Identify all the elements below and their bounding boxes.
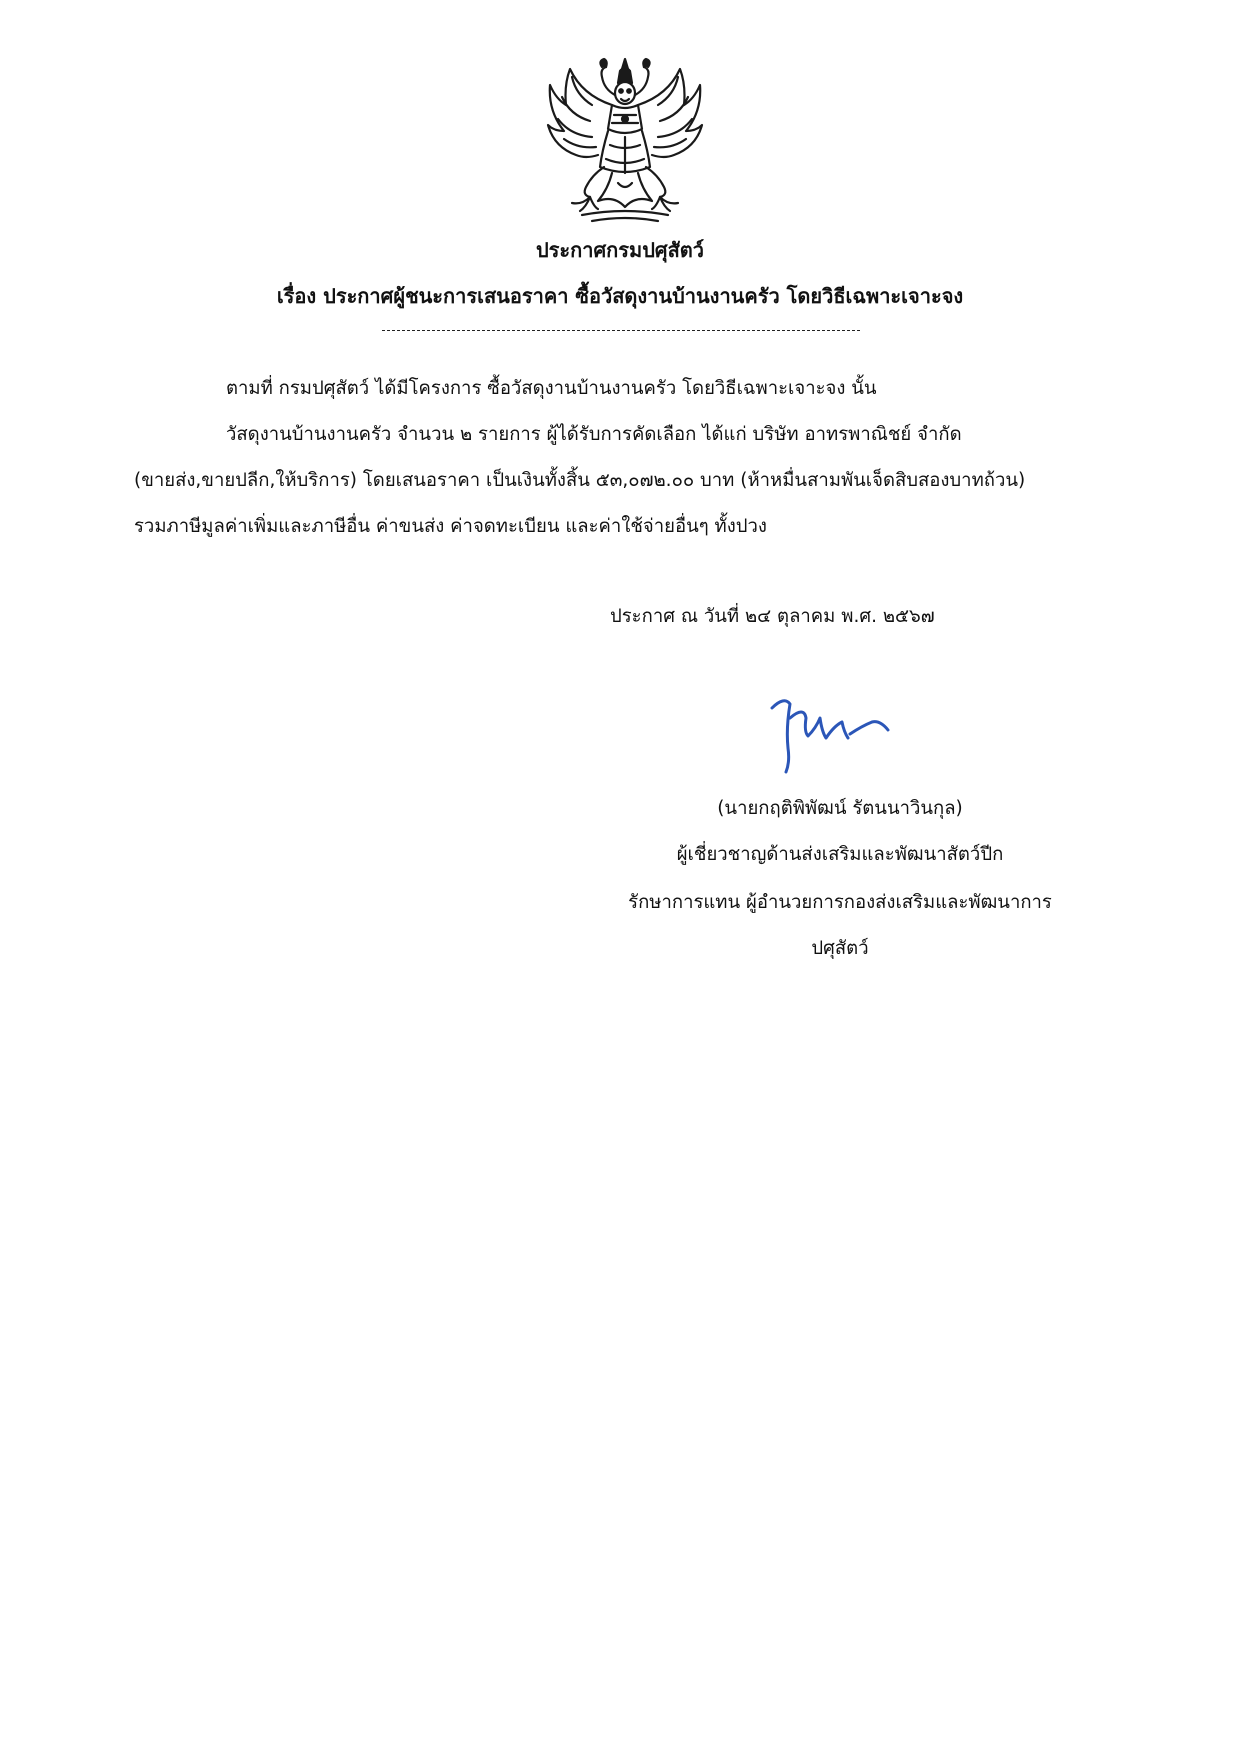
body-line-3: (ขายส่ง,ขายปลีก,ให้บริการ) โดยเสนอราคา เป็นเงินทั้งสิ้น ๕๓,๐๗๒.๐๐ บาท (ห้าหมื่นสามพันเจ็ดสิบสองบาทถ้วน) [134,470,1026,491]
garuda-emblem-icon [542,55,708,223]
signatory-name: (นายกฤติพิพัฒน์ รัตนนาวินกุล) [717,798,963,819]
announcement-date: ประกาศ ณ วันที่ ๒๔ ตุลาคม พ.ศ. ๒๕๖๗ [610,606,935,627]
announcement-title: ประกาศกรมปศุสัตว์ [535,238,705,262]
body-line-1: ตามที่ กรมปศุสัตว์ ได้มีโครงการ ซื้อวัสดุงานบ้านงานครัว โดยวิธีเฉพาะเจาะจง นั้น [226,378,877,399]
announcement-subject: เรื่อง ประกาศผู้ชนะการเสนอราคา ซื้อวัสดุงานบ้านงานครัว โดยวิธีเฉพาะเจาะจง [276,284,964,308]
body-line-4: รวมภาษีมูลค่าเพิ่มและภาษีอื่น ค่าขนส่ง ค่าจดทะเบียน และค่าใช้จ่ายอื่นๆ ทั้งปวง [134,516,767,537]
signatory-acting-role: รักษาการแทน ผู้อำนวยการกองส่งเสริมและพัฒนาการ [628,892,1052,913]
signatory-acting-role-cont: ปศุสัตว์ [811,938,869,959]
separator-line [382,330,860,331]
body-line-2: วัสดุงานบ้านงานครัว จำนวน ๒ รายการ ผู้ได้รับการคัดเลือก ได้แก่ บริษัท อาทรพาณิชย์ จำกัด [226,424,962,445]
handwritten-signature [760,688,900,778]
signatory-position: ผู้เชี่ยวชาญด้านส่งเสริมและพัฒนาสัตว์ปีก [676,844,1004,865]
